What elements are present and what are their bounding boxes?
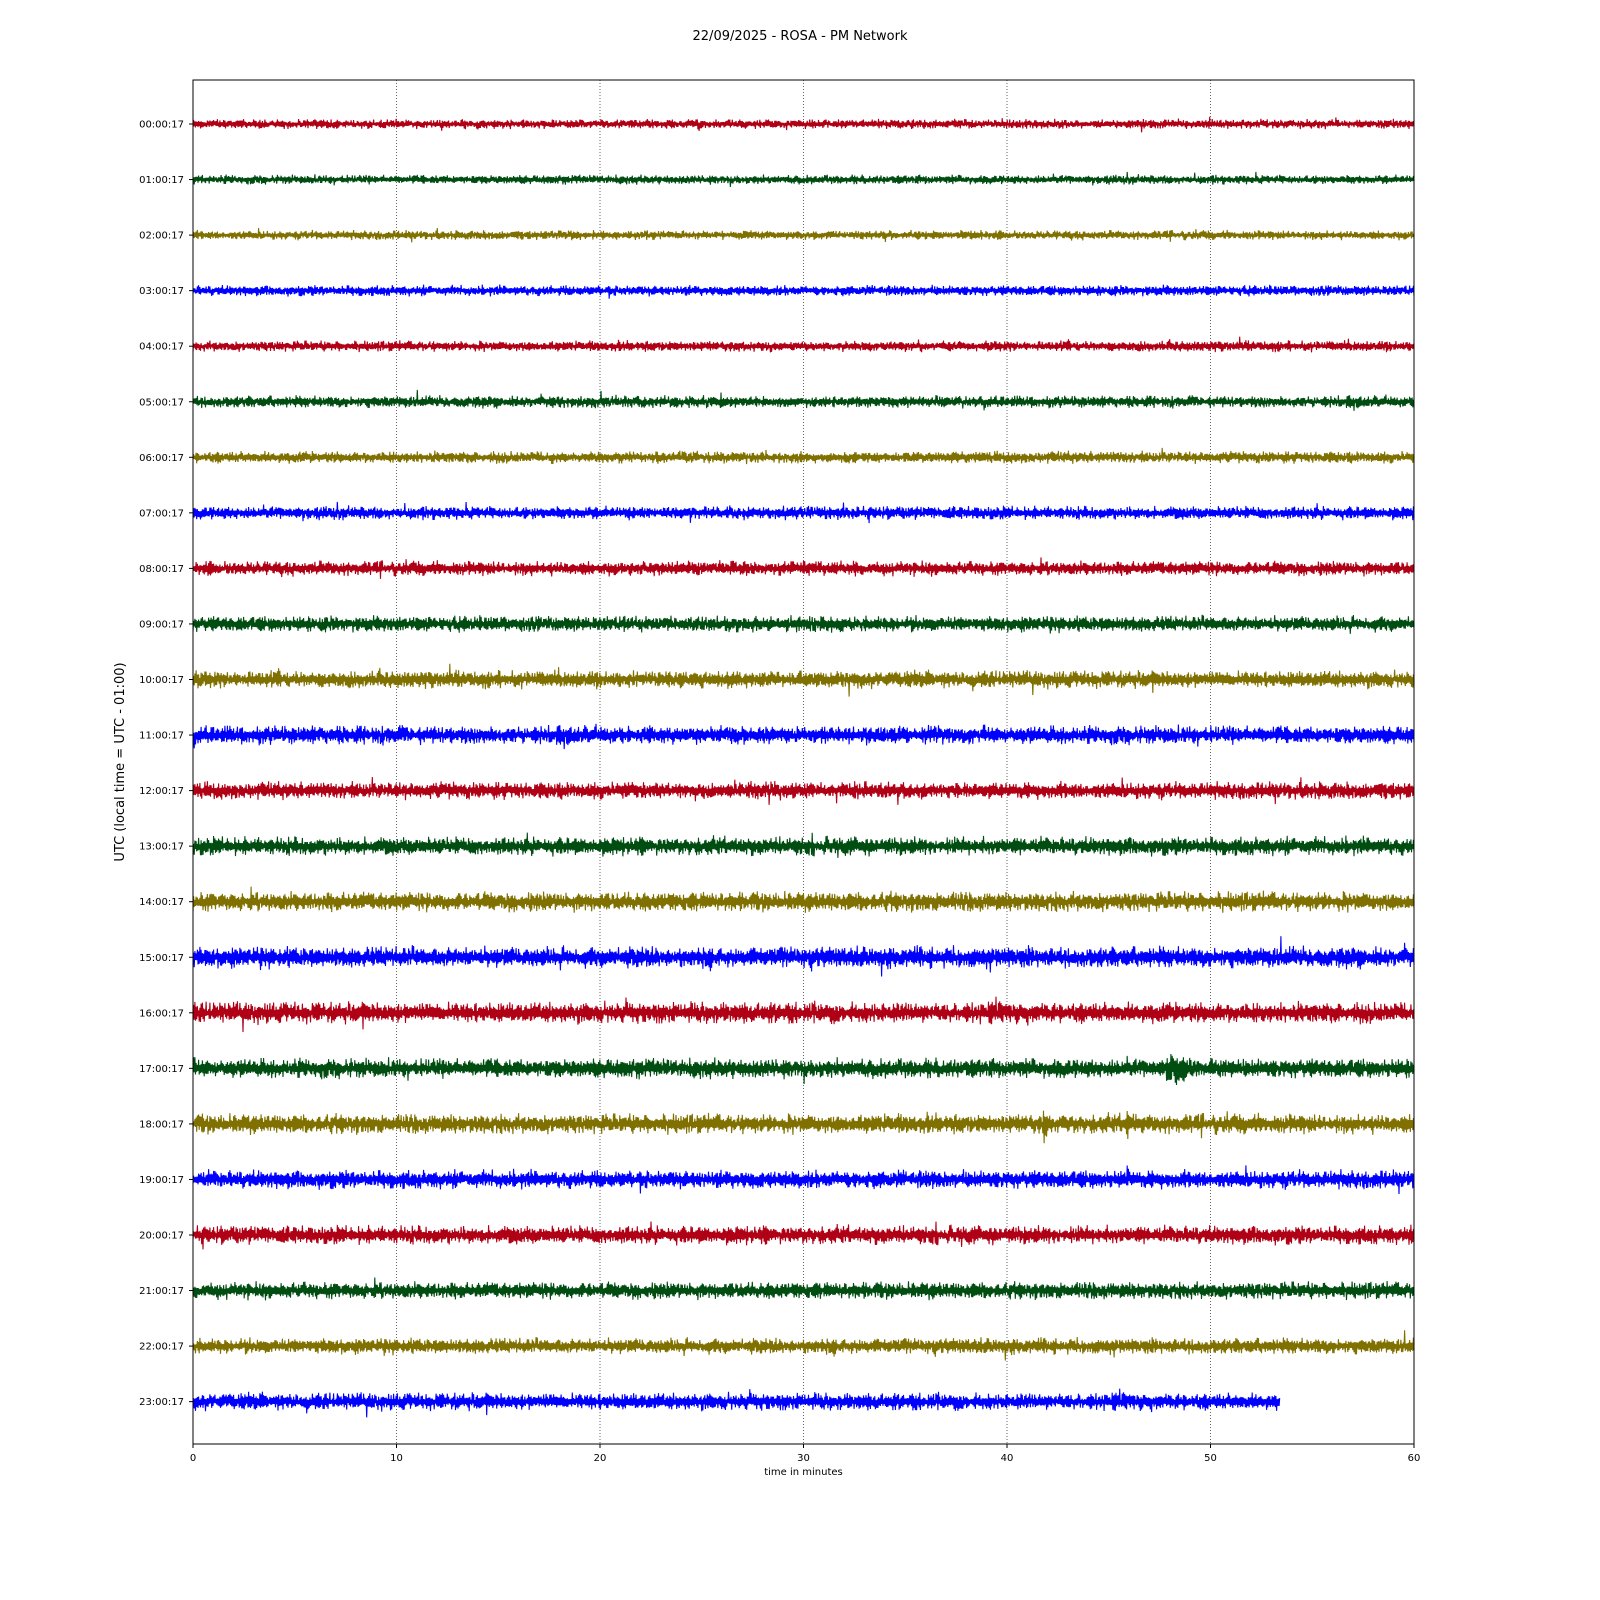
y-tick-label: 22:00:17	[139, 1341, 184, 1353]
y-tick-label: 07:00:17	[139, 508, 184, 520]
y-tick-label: 03:00:17	[139, 286, 184, 298]
y-tick-label: 23:00:17	[139, 1397, 184, 1409]
trace-07-00-17	[193, 502, 1414, 523]
y-tick-label: 12:00:17	[139, 786, 184, 798]
y-axis-label: UTC (local time = UTC - 01:00)	[113, 662, 128, 862]
y-tick-label: 13:00:17	[139, 841, 184, 853]
y-tick-label: 09:00:17	[139, 619, 184, 631]
x-tick-label: 50	[1204, 1453, 1217, 1464]
trace-01-00-17	[193, 172, 1414, 187]
y-tick-label: 21:00:17	[139, 1286, 184, 1298]
y-tick-label: 20:00:17	[139, 1230, 184, 1242]
x-tick-label: 40	[1000, 1453, 1014, 1464]
y-tick-label: 00:00:17	[139, 119, 184, 131]
y-tick-label: 01:00:17	[139, 175, 184, 187]
y-tick-label: 17:00:17	[139, 1063, 184, 1075]
x-tick-label: 10	[390, 1453, 403, 1464]
x-axis-label: time in minutes	[764, 1467, 843, 1478]
trace-20-00-17	[193, 1222, 1414, 1250]
y-tick-label: 05:00:17	[139, 397, 184, 409]
x-tick-label: 60	[1407, 1453, 1421, 1464]
x-axis	[190, 1444, 1421, 1464]
y-tick-label: 10:00:17	[139, 675, 184, 686]
x-tick-label: 0	[189, 1453, 197, 1464]
trace-23-00-17	[193, 1389, 1280, 1418]
trace-11-00-17	[193, 724, 1414, 749]
y-tick-label: 18:00:17	[139, 1119, 184, 1131]
y-tick-label: 11:00:17	[139, 730, 184, 742]
x-tick-label: 30	[797, 1453, 810, 1464]
y-tick-label: 19:00:17	[139, 1174, 184, 1186]
y-tick-label: 15:00:17	[139, 952, 184, 964]
chart-title: 22/09/2025 - ROSA - PM Network	[692, 29, 908, 44]
y-tick-label: 06:00:17	[139, 452, 184, 464]
y-tick-label: 14:00:17	[139, 897, 184, 909]
y-tick-label: 04:00:17	[139, 341, 184, 353]
y-tick-label: 16:00:17	[139, 1008, 184, 1020]
x-tick-label: 20	[593, 1453, 607, 1464]
y-tick-label: 02:00:17	[139, 230, 184, 242]
trace-15-00-17	[193, 936, 1414, 976]
y-axis	[139, 120, 193, 1409]
y-tick-label: 08:00:17	[139, 563, 184, 575]
